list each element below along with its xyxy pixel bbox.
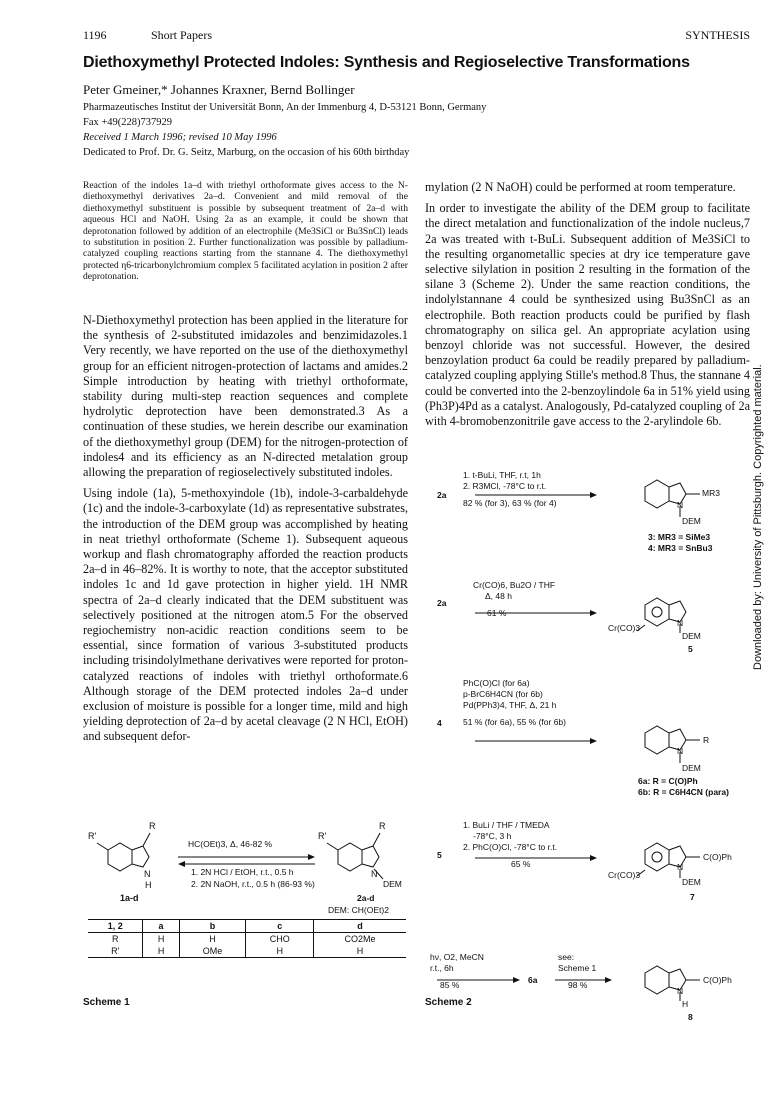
condition-line: 61 % — [487, 608, 507, 618]
condition-line: r.t., 6h — [430, 963, 454, 973]
fax: Fax +49(228)737929 — [83, 117, 173, 128]
condition-line: 85 % — [440, 980, 460, 990]
product-8: 8 — [688, 1012, 693, 1022]
download-notice: Downloaded by: University of Pittsburgh. Copyrighted material. — [752, 364, 764, 670]
product-6 — [638, 776, 729, 798]
table-cell: H — [246, 945, 314, 958]
dem-label: DEM — [682, 877, 701, 887]
condition-line: PhC(O)Cl (for 6a) — [463, 678, 530, 688]
received-dates: Received 1 March 1996; revised 10 May 1996 — [83, 132, 277, 143]
substituent-label: MR3 — [702, 488, 720, 498]
dem-label: DEM — [682, 763, 701, 773]
reaction-4-conditions — [463, 820, 557, 870]
dem-label: DEM — [682, 516, 701, 526]
table-cell: R' — [111, 946, 120, 956]
paper-title: Diethoxymethyl Protected Indoles: Synthesis and Regioselective Transformations — [83, 54, 690, 71]
dem-label: DEM — [383, 879, 402, 889]
substituent-label: R — [703, 735, 710, 745]
paragraph: Using indole (1a), 5-methoxyindole (1b), indole-3-carbaldehyde (1c) and the indole-3-carboxylate (1d) as representative substrates, the introduction of the DEM group was accomplished by heating in neat triethyl orthoformate (Scheme 1). Subsequent aqueous workup and flash chromatography afforded the reaction products 2a–d in 46–82%. It is worthy to note, that the acceptor substituted indoles 1c and 1d gave protection in higher yield. 1H NMR spectra of 2a–d clearly indicated that the DEM substituent was selectively positioned at the nitrogen atom.5 For the observed regiochemistry non-acidic reaction conditions seem to be essential, since formation of various 3-substituted products including trisindolylmethane derivatives were reported for proton-catalyzed reactions of indoles with triethyl orthoformate.6 Although storage of the DEM protected indoles 2a–d under exclusion of moisture is possible for a longer time, mild and high yielding deprotection of 2a–d by acetal cleavage (2 N HCl, EtOH) and subsequent defor- — [83, 486, 408, 744]
authors: Peter Gmeiner,* Johannes Kraxner, Bernd Bollinger — [83, 82, 355, 97]
dem-label: DEM — [682, 631, 701, 641]
scheme-1 — [83, 815, 413, 1005]
crco3-label: Cr(CO)3 — [608, 870, 641, 880]
nitrogen-label: N — [677, 986, 684, 996]
svg-text:H: H — [145, 880, 152, 890]
compound-id: 2a-d — [357, 893, 375, 903]
svg-text:N: N — [144, 869, 151, 879]
table-header-cell: c — [246, 920, 314, 933]
scheme-1-forward-conditions: HC(OEt)3, Δ, 46-82 % — [188, 839, 273, 849]
reaction-5a-conditions — [430, 952, 484, 991]
svg-text:R: R — [149, 821, 156, 831]
svg-text:R': R' — [318, 831, 327, 841]
dedication: Dedicated to Prof. Dr. G. Seitz, Marburg, on the occasion of his 60th birthday — [83, 147, 410, 158]
reaction-1-conditions — [463, 470, 557, 509]
paragraph: mylation (2 N NaOH) could be performed at room temperature. — [425, 180, 736, 194]
table-cell: R — [111, 934, 119, 944]
substituent-label: C(O)Ph — [703, 852, 732, 862]
condition-line: 82 % (for 3), 63 % (for 4) — [463, 498, 557, 508]
intermediate-6a: 6a — [528, 975, 538, 985]
condition-line: 98 % — [568, 980, 588, 990]
product-line: 6a: R = C(O)Ph — [638, 776, 698, 786]
start-compound: 5 — [437, 850, 442, 860]
table-cell: H — [179, 933, 246, 946]
svg-text:R': R' — [88, 831, 97, 841]
affiliation: Pharmazeutisches Institut der Universität Bonn, An der Immenburg 4, D-53121 Bonn, Germany — [83, 102, 487, 113]
page-number: 1196 — [83, 28, 107, 42]
condition-line: 2. R3MCl, -78°C to r.t. — [463, 481, 547, 491]
condition-line: 65 % — [511, 859, 531, 869]
table-header-cell: 1, 2 — [107, 921, 123, 931]
table-row — [88, 945, 406, 958]
product-7: 7 — [690, 892, 695, 902]
product-line: 3: MR3 = SiMe3 — [648, 532, 711, 542]
condition-line: -78°C, 3 h — [473, 831, 512, 841]
section-name: Short Papers — [151, 28, 212, 42]
nitrogen-label: N — [677, 500, 684, 510]
condition-line: 2. PhC(O)Cl, -78°C to r.t. — [463, 842, 558, 852]
scheme-1-back-conditions-2: 2. 2N NaOH, r.t., 0.5 h (86-93 %) — [191, 879, 315, 889]
condition-line: Δ, 48 h — [485, 591, 512, 601]
start-compound: 2a — [437, 598, 447, 608]
table-header-cell: a — [143, 920, 179, 933]
condition-line: Scheme 1 — [558, 963, 597, 973]
substituent-label: C(O)Ph — [703, 975, 732, 985]
table-header-cell: b — [179, 920, 246, 933]
table-cell: CO2Me — [314, 933, 406, 946]
condition-line: 1. t-BuLi, THF, r.t, 1h — [463, 470, 541, 480]
left-column — [83, 313, 408, 751]
hydrogen-label: H — [682, 999, 689, 1009]
start-compound: 4 — [437, 718, 442, 728]
substituent-table — [88, 919, 406, 958]
table-cell: H — [314, 945, 406, 958]
start-compound: 2a — [437, 490, 447, 500]
table-header-cell: d — [314, 920, 406, 933]
condition-line: hν, O2, MeCN — [430, 952, 484, 962]
condition-line: see: — [558, 952, 575, 962]
reaction-3-conditions — [463, 678, 566, 728]
paragraph: In order to investigate the ability of the DEM group to facilitate the direct metalation and functionalization of the indole nucleus,7 2a was treated with t-BuLi. Subsequent addition of Me3SiCl to the resulting organometallic species at dry ice temperature gave selective silylation in position 2 resulting in the formation of the silane 3 (Scheme 2). Under the same reaction conditions, the indolylstannane 4 could be synthesized using Bu3SnCl as an electrophile. Both reaction products could be purified by flash chromatography on silica gel. An appropriate acylation using benzoyl chloride was not successful. However, the desired benzoylation product 6a could be readily prepared by palladium-catalyzed coupling applying Stille's method.8 Thus, the stannane 4 could be converted into the 2-benzoylindole 6a in 51% yield using (Ph3P)4Pd as a catalyst. Analogously, Pd-catalyzed coupling of 2a with 4-bromobenzonitrile gave access to the 2-arylindole 6b. — [425, 201, 750, 429]
condition-line: p-BrC6H4CN (for 6b) — [463, 689, 543, 699]
scheme-1-back-conditions-1: 1. 2N HCl / EtOH, r.t., 0.5 h — [191, 867, 294, 877]
scheme-1-label: Scheme 1 — [83, 997, 130, 1008]
product-line: 6b: R = C6H4CN (para) — [638, 787, 729, 797]
reaction-5b-conditions — [558, 952, 596, 991]
table-cell: H — [143, 933, 179, 946]
product-line: 4: MR3 = SnBu3 — [648, 543, 713, 553]
product-3-4 — [648, 532, 712, 554]
crco3-label: Cr(CO)3 — [608, 623, 641, 633]
journal-name: SYNTHESIS — [685, 28, 750, 42]
svg-text:N: N — [371, 869, 378, 879]
table-cell: CHO — [246, 933, 314, 946]
condition-line: Pd(PPh3)4, THF, Δ, 21 h — [463, 700, 557, 710]
svg-text:R: R — [379, 821, 386, 831]
abstract: Reaction of the indoles 1a–d with triethyl orthoformate gives access to the N-diethoxymethyl derivatives 2a–d. Convenient and mild removal of the diethoxymethyl substituent is possible by subsequent treatment of 2a–d with aqueous HCl and NaOH. Using 2a as an example, it could be shown that deprotonation followed by addition of an electrophile (Me3SiCl or Bu3SnCl) leads to substitution in position 2. Further functionalization was possible by palladium-catalyzed coupling reactions starting from the stannane 4. The diethoxymethyl protected η6-tricarbonylchromium complex 5 facilitated acylation in position 2 after deprotonation. — [83, 180, 408, 283]
condition-line: Cr(CO)6, Bu2O / THF — [473, 580, 556, 590]
product-5: 5 — [688, 644, 693, 654]
table-cell: OMe — [179, 945, 246, 958]
scheme-2-label: Scheme 2 — [425, 997, 472, 1008]
dem-definition: DEM: CH(OEt)2 — [328, 905, 389, 915]
nitrogen-label: N — [677, 618, 684, 628]
svg-text:1a-d: 1a-d — [120, 893, 139, 903]
right-column — [425, 180, 750, 435]
table-cell: H — [143, 945, 179, 958]
nitrogen-label: N — [677, 746, 684, 756]
paragraph: N-Diethoxymethyl protection has been applied in the literature for the synthesis of 2-substituted imidazoles and benzimidazoles.1 Very recently, we have reported on the use of the diethoxymethyl group for an efficient nitrogen-protection of lactams and amides.2 Simple introduction by heating with triethyl orthoformate, stability during multi-step reaction sequences and complete hydrolytic deprotection have been demonstrated.3 As a continuation of these studies, we herein describe our examination of the diethoxymethyl group (DEM) for the nitrogen-protection of indoles4 and its efficiency as an N-directed metalation group allowing the preparation of regioselectively substituted indoles. — [83, 313, 408, 480]
condition-line: 51 % (for 6a), 55 % (for 6b) — [463, 717, 566, 727]
condition-line: 1. BuLi / THF / TMEDA — [463, 820, 550, 830]
table-row — [88, 933, 406, 946]
nitrogen-label: N — [677, 862, 684, 872]
reaction-2-conditions — [473, 580, 555, 619]
